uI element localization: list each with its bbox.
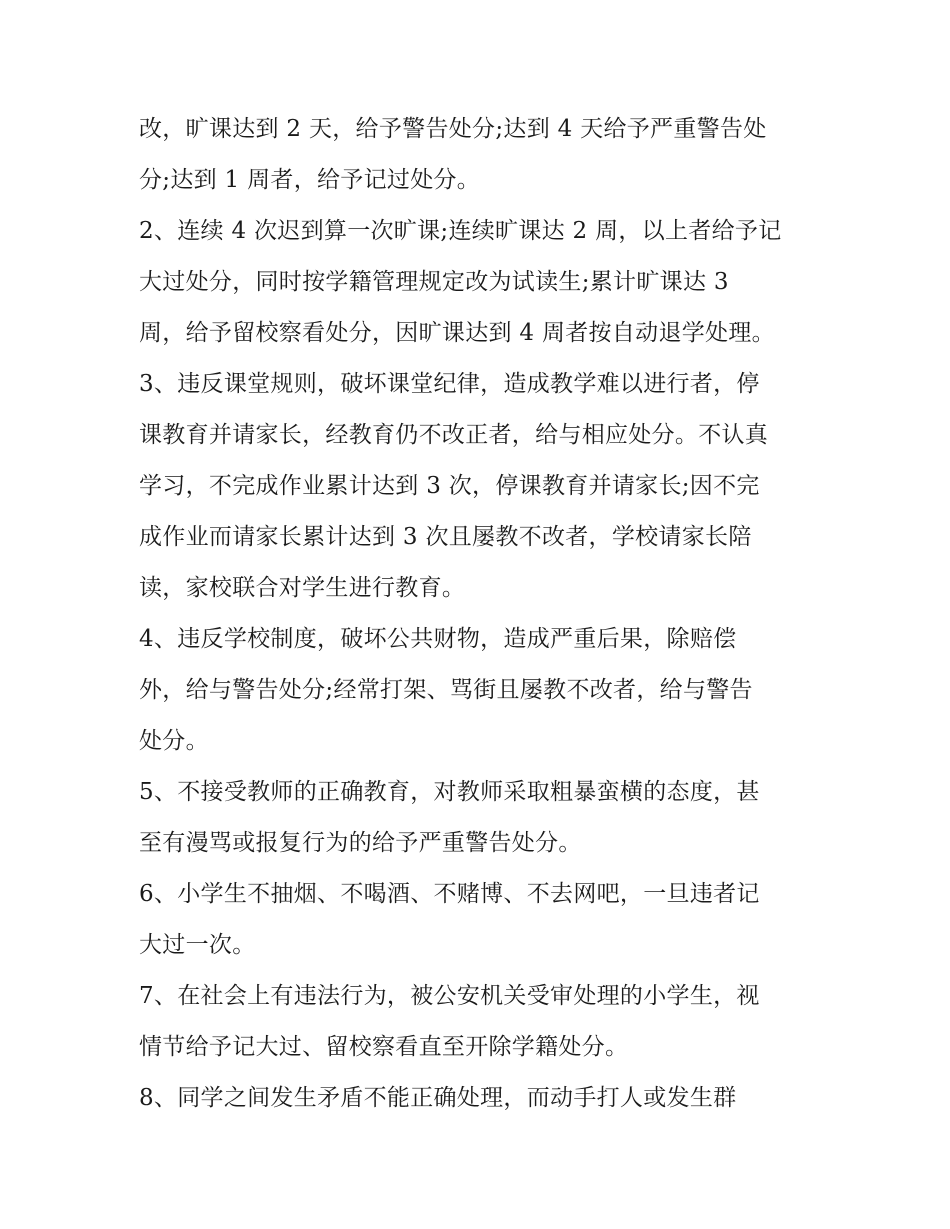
text-line: 读，家校联合对学生进行教育。: [139, 575, 466, 601]
text-line: 8、同学之间发生矛盾不能正确处理，而动手打人或发生群: [139, 1085, 737, 1111]
text-line: 课教育并请家长，经教育仍不改正者，给与相应处分。不认真: [139, 422, 769, 448]
text-line: 外，给与警告处分;经常打架、骂街且屡教不改者，给与警告: [139, 677, 753, 703]
text-line: 改，旷课达到 2 天，给予警告处分;达到 4 天给予严重警告处: [139, 116, 767, 142]
text-line: 3、违反课堂规则，破坏课堂纪律，造成教学难以进行者，停: [139, 371, 760, 397]
text-line: 6、小学生不抽烟、不喝酒、不赌博、不去网吧，一旦违者记: [139, 881, 760, 907]
text-line: 5、不接受教师的正确教育，对教师采取粗暴蛮横的态度，甚: [139, 779, 760, 805]
text-line: 7、在社会上有违法行为，被公安机关受审处理的小学生，视: [139, 983, 760, 1009]
text-line: 学习，不完成作业累计达到 3 次，停课教育并请家长;因不完: [139, 473, 760, 499]
text-line: 4、违反学校制度，破坏公共财物，造成严重后果，除赔偿: [139, 626, 737, 652]
text-line: 成作业而请家长累计达到 3 次且屡教不改者，学校请家长陪: [139, 524, 752, 550]
text-line: 处分。: [139, 728, 209, 754]
text-line: 周，给予留校察看处分，因旷课达到 4 周者按自动退学处理。: [139, 320, 775, 346]
text-line: 大过处分，同时按学籍管理规定改为试读生;累计旷课达 3: [139, 269, 729, 295]
text-line: 情节给予记大过、留校察看直至开除学籍处分。: [139, 1034, 629, 1060]
text-line: 分;达到 1 周者，给予记过处分。: [139, 167, 481, 193]
document-body: [139, 104, 819, 1124]
text-line: 至有漫骂或报复行为的给予严重警告处分。: [139, 830, 582, 856]
text-line: 大过一次。: [139, 932, 256, 958]
text-line: 2、连续 4 次迟到算一次旷课;连续旷课达 2 周，以上者给予记: [139, 218, 782, 244]
